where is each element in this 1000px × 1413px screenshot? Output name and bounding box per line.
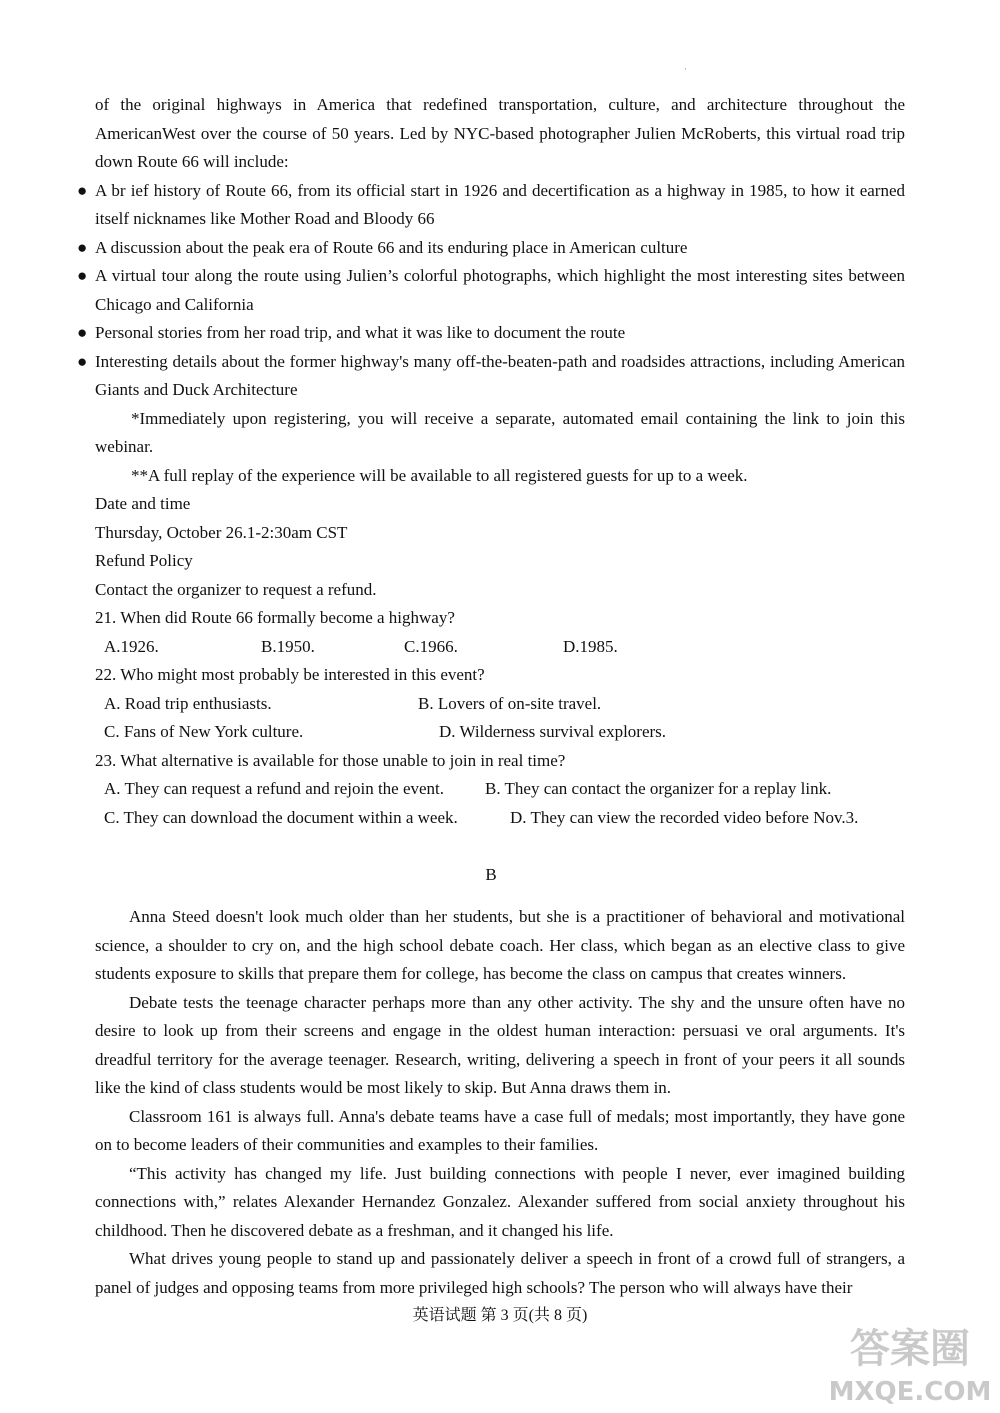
- bullet-item: [77, 262, 905, 319]
- option-d: D. They can view the recorded video before Nov.3.: [510, 807, 859, 827]
- section-b-heading: B: [485, 865, 497, 884]
- watermark-logo-line2: MXQE.COM: [828, 1377, 992, 1407]
- section-b-paragraph: Anna Steed doesn't look much older than her students, but she is a practitioner of behavioral and motivational science, a shoulder to cry on, and the high school debate coach. Her class, which began as an elective class to give students exposure to skills that prepare them for college, has become the class on campus that creates winners.: [95, 907, 905, 983]
- bullet-list: [77, 177, 905, 405]
- option-c: C. Fans of New York culture.: [104, 722, 304, 741]
- bullet-mark: ●: [77, 180, 88, 200]
- replay-note: **A full replay of the experience will be available to all registered guests for up to a week.: [131, 465, 748, 485]
- intro-paragraph: of the original highways in America that redefined transportation, culture, and architecture throughout the AmericanWest over the course of 50 years. Led by NYC-based photographer Julien McRoberts, this virtual road trip down Route 66 will include:: [95, 95, 905, 171]
- section-b-paragraph: What drives young people to stand up and passionately deliver a speech in front of a crowd full of strangers, a panel of judges and opposing teams from more privileged high schools? The person who will always have their: [95, 1249, 905, 1297]
- question-21: 21. When did Route 66 formally become a highway?: [95, 608, 455, 627]
- option-a: A. They can request a refund and rejoin the event.: [104, 779, 445, 798]
- watermark-logo: [825, 1318, 995, 1408]
- option-a: A.1926.: [104, 636, 159, 656]
- question-21-options: [77, 633, 905, 662]
- option-d: D.1985.: [563, 636, 618, 656]
- bullet-text: A br ief history of Route 66, from its official start in 1926 and decertification as a highway in 1985, to how it earned itself nicknames like Mother Road and Bloody 66: [95, 180, 905, 228]
- registration-note: *Immediately upon registering, you will receive a separate, automated email containing the link to join this webinar.: [95, 408, 905, 456]
- watermark-logo-line1: 答案圈: [850, 1326, 970, 1372]
- scan-speck: ·: [684, 65, 687, 74]
- section-b-paragraph: Classroom 161 is always full. Anna's debate teams have a case full of medals; most importantly, they have gone on to become leaders of their communities and examples to their families.: [95, 1106, 905, 1154]
- refund-value: Contact the organizer to request a refund.: [95, 579, 377, 599]
- option-a: A. Road trip enthusiasts.: [104, 693, 272, 713]
- option-b: B.1950.: [261, 636, 315, 656]
- option-d: D. Wilderness survival explorers.: [439, 722, 667, 741]
- bullet-mark: ●: [77, 323, 88, 342]
- bullet-text: Interesting details about the former highway's many off-the-beaten-path and roadsides attractions, including American Giants and Duck Architecture: [95, 351, 905, 399]
- page-footer: 英语试题 第 3 页(共 8 页): [412, 1307, 588, 1324]
- option-c: C. They can download the document within a week.: [104, 807, 458, 827]
- option-b: B. They can contact the organizer for a replay link.: [485, 779, 832, 798]
- option-b: B. Lovers of on-site travel.: [418, 693, 602, 713]
- question-22-options-row2: [77, 718, 905, 747]
- bullet-text: A virtual tour along the route using Julien’s colorful photographs, which highlight the most interesting sites between Chicago and California: [95, 266, 905, 314]
- option-c: C.1966.: [404, 636, 458, 656]
- refund-label: Refund Policy: [95, 551, 193, 570]
- bullet-text: Personal stories from her road trip, and what it was like to document the route: [95, 323, 626, 342]
- section-b-paragraph: “This activity has changed my life. Just building connections with people I never, ever imagined building connections with,” relates Alexander Hernandez Gonzalez. Alexander suffered from social anxiety throughout his childhood. Then he discovered debate as a freshman, and it changed his life.: [95, 1163, 905, 1240]
- question-23-options-row1: [77, 775, 905, 804]
- section-b-paragraph: Debate tests the teenage character perhaps more than any other activity. The shy and the unsure often have no desire to look up from their screens and engage in the oldest human interaction: persuasi ve oral arguments. It's dreadful territory for the average teenager. Research, writing, delivering a speech in front of your peers it all sounds like the kind of class students would be most likely to skip. But Anna draws them in.: [95, 992, 905, 1097]
- bullet-item: [77, 177, 905, 234]
- bullet-item: [77, 319, 905, 348]
- question-23-options-row2: [77, 804, 905, 833]
- bullet-item: [77, 234, 905, 263]
- bullet-mark: ●: [77, 351, 88, 371]
- page-content: [77, 91, 905, 1302]
- question-23: 23. What alternative is available for those unable to join in real time?: [95, 750, 566, 770]
- bullet-mark: ●: [77, 266, 88, 285]
- bullet-mark: ●: [77, 237, 88, 257]
- question-22: 22. Who might most probably be interested in this event?: [95, 665, 485, 684]
- date-label: Date and time: [95, 494, 191, 513]
- bullet-text: A discussion about the peak era of Route 66 and its enduring place in American culture: [95, 237, 688, 257]
- date-value: Thursday, October 26.1-2:30am CST: [95, 522, 348, 542]
- question-22-options-row1: [77, 690, 905, 719]
- bullet-item: [77, 348, 905, 405]
